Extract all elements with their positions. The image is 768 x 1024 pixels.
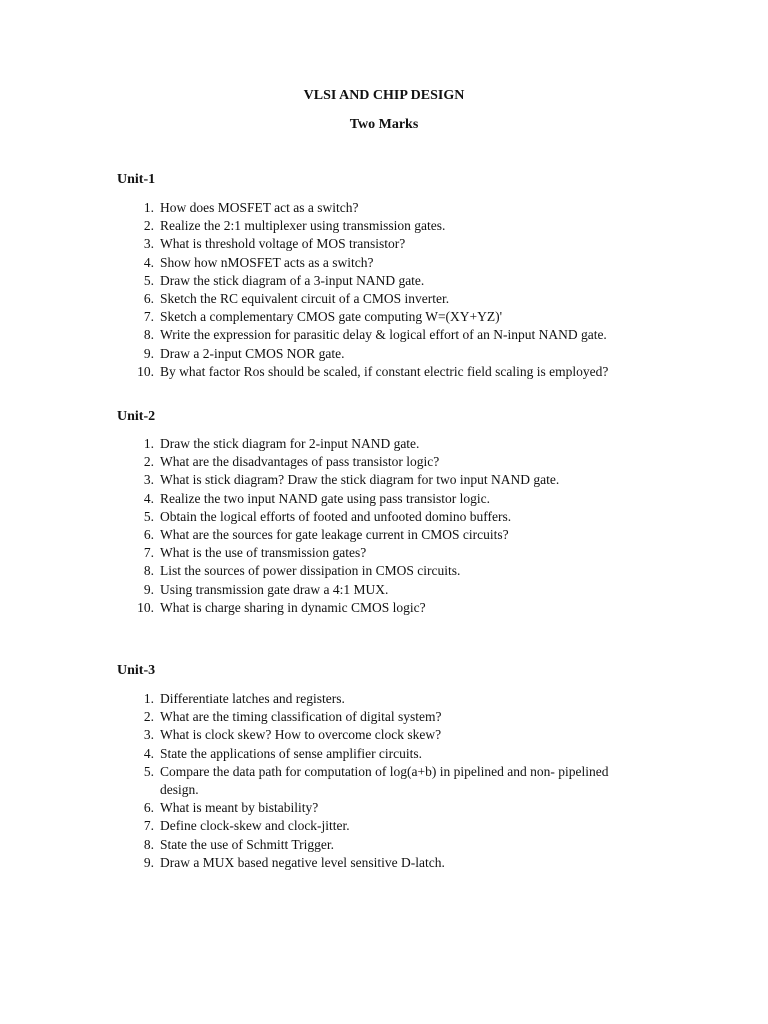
question-number: 9. <box>143 854 154 870</box>
question-text: What are the disadvantages of pass transistor logic? <box>160 454 440 470</box>
question-number: 2. <box>143 709 154 725</box>
question-item <box>130 763 650 799</box>
question-number: 9. <box>143 345 154 361</box>
question-text: What is the use of transmission gates? <box>160 545 367 561</box>
question-item <box>130 581 650 599</box>
question-text: Draw a MUX based negative level sensitive D-latch. <box>160 854 445 870</box>
question-text: Sketch a complementary CMOS gate computing W=(XY+YZ)' <box>160 309 503 325</box>
question-text: Realize the two input NAND gate using pass transistor logic. <box>160 490 490 506</box>
question-item <box>130 272 650 290</box>
question-item <box>130 708 650 726</box>
question-number: 6. <box>143 291 154 307</box>
question-number: 3. <box>143 727 154 743</box>
question-text: What is charge sharing in dynamic CMOS logic? <box>160 599 426 615</box>
question-number: 9. <box>143 581 154 597</box>
question-item <box>130 599 650 617</box>
question-item <box>130 290 650 308</box>
question-item <box>130 235 650 253</box>
question-number: 10. <box>137 599 154 615</box>
question-item <box>130 490 650 508</box>
question-text: Using transmission gate draw a 4:1 MUX. <box>160 581 389 597</box>
document-subtitle: Two Marks <box>349 117 419 132</box>
document-title: VLSI AND CHIP DESIGN <box>303 88 465 103</box>
question-item <box>130 217 650 235</box>
question-text: What is meant by bistability? <box>160 800 319 816</box>
question-number: 2. <box>143 218 154 234</box>
question-number: 7. <box>143 818 154 834</box>
question-item <box>130 435 650 453</box>
question-number: 5. <box>143 272 154 288</box>
unit-3-heading: Unit-3 <box>117 663 156 678</box>
question-item <box>130 544 650 562</box>
question-number: 10. <box>137 363 154 379</box>
question-item <box>130 726 650 744</box>
question-number: 6. <box>143 527 154 543</box>
question-number: 1. <box>143 436 154 451</box>
question-item <box>130 745 650 763</box>
question-item <box>130 326 650 344</box>
question-item <box>130 453 650 471</box>
question-text: Draw the stick diagram of a 3-input NAND gate. <box>160 272 425 288</box>
question-number: 4. <box>143 745 154 761</box>
question-number: 4. <box>143 490 154 506</box>
question-text: How does MOSFET act as a switch? <box>160 200 359 215</box>
question-item <box>130 508 650 526</box>
question-text: Sketch the RC equivalent circuit of a CMOS inverter. <box>160 291 450 307</box>
unit-2-question-list <box>130 435 650 617</box>
question-number: 2. <box>143 454 154 470</box>
unit-1-question-list <box>130 199 650 381</box>
question-number: 5. <box>143 508 154 524</box>
question-item <box>130 363 650 381</box>
question-text: What is threshold voltage of MOS transistor? <box>160 236 406 252</box>
question-item <box>130 817 650 835</box>
question-text: State the applications of sense amplifier circuits. <box>160 745 423 761</box>
unit-3-question-list <box>130 690 650 872</box>
question-number: 5. <box>143 763 154 779</box>
question-number: 7. <box>143 545 154 561</box>
question-number: 3. <box>143 472 154 488</box>
question-text: Compare the data path for computation of log(a+b) in pipelined and non- pipelined design. <box>160 763 609 798</box>
question-text: Differentiate latches and registers. <box>160 691 345 706</box>
question-item <box>130 345 650 363</box>
question-item <box>130 199 650 217</box>
question-item <box>130 308 650 326</box>
question-number: 4. <box>143 254 154 270</box>
question-item <box>130 690 650 708</box>
question-text: Draw the stick diagram for 2-input NAND gate. <box>160 436 420 451</box>
question-number: 6. <box>143 800 154 816</box>
question-text: List the sources of power dissipation in CMOS circuits. <box>160 563 461 579</box>
question-text: By what factor Ros should be scaled, if constant electric field scaling is employed? <box>160 363 609 379</box>
question-number: 3. <box>143 236 154 252</box>
question-text: Define clock-skew and clock-jitter. <box>160 818 350 834</box>
question-item <box>130 471 650 489</box>
question-text: Write the expression for parasitic delay & logical effort of an N-input NAND gate. <box>160 327 607 343</box>
question-text: Show how nMOSFET acts as a switch? <box>160 254 374 270</box>
question-number: 1. <box>143 691 154 706</box>
question-item <box>130 526 650 544</box>
question-number: 8. <box>143 327 154 343</box>
unit-1-heading: Unit-1 <box>117 172 156 187</box>
question-text: What is clock skew? How to overcome clock skew? <box>160 727 442 743</box>
question-text: What is stick diagram? Draw the stick diagram for two input NAND gate. <box>160 472 560 488</box>
question-text: Realize the 2:1 multiplexer using transmission gates. <box>160 218 446 234</box>
unit-2-heading: Unit-2 <box>117 409 156 424</box>
question-text: Draw a 2-input CMOS NOR gate. <box>160 345 345 361</box>
question-item <box>130 562 650 580</box>
question-number: 1. <box>143 200 154 215</box>
question-number: 7. <box>143 309 154 325</box>
question-text: What are the timing classification of digital system? <box>160 709 442 725</box>
question-text: What are the sources for gate leakage current in CMOS circuits? <box>160 527 509 543</box>
question-text: State the use of Schmitt Trigger. <box>160 836 334 852</box>
question-number: 8. <box>143 836 154 852</box>
question-text: Obtain the logical efforts of footed and unfooted domino buffers. <box>160 508 512 524</box>
question-item <box>130 854 650 872</box>
question-item <box>130 836 650 854</box>
question-item <box>130 254 650 272</box>
question-number: 8. <box>143 563 154 579</box>
question-item <box>130 799 650 817</box>
